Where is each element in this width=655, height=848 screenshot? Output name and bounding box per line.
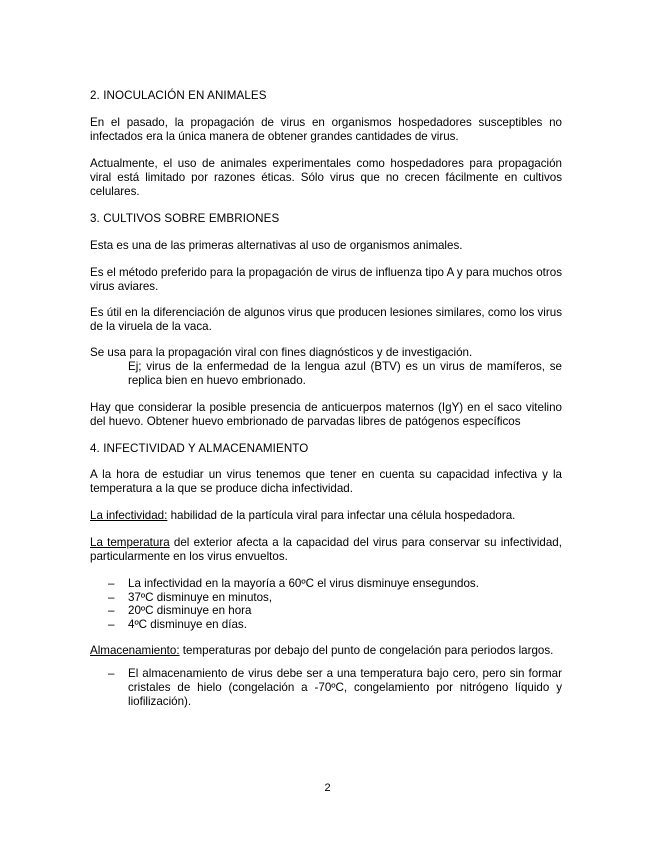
section-heading-inoculacion: 2. INOCULACIÓN EN ANIMALES	[90, 89, 267, 102]
paragraph: Es útil en la diferenciación de algunos virus que producen lesiones similares, como los virus de la viruela de la vaca.	[90, 306, 562, 333]
dash-bullet: –	[108, 667, 115, 680]
definition-text: del exterior afecta a la capacidad del virus para conservar su infectividad, particularmente en los virus envueltos.	[90, 536, 562, 563]
list-item-text: El almacenamiento de virus debe ser a una temperatura bajo cero, pero sin formar cristales de hielo (congelación a -70ºC, congelamiento por nitrógeno líquido y liofilización).	[128, 667, 562, 708]
section-heading-cultivos: 3. CULTIVOS SOBRE EMBRIONES	[90, 212, 280, 225]
section-heading-infectividad: 4. INFECTIVIDAD Y ALMACENAMIENTO	[90, 442, 309, 455]
definition-almacenamiento	[90, 644, 562, 658]
paragraph: Se usa para la propagación viral con fines diagnósticos y de investigación.	[90, 346, 473, 359]
paragraph: A la hora de estudiar un virus tenemos que tener en cuenta su capacidad infectiva y la temperatura a la que se produce dicha infectividad.	[90, 468, 562, 495]
list-item-text: 37ºC disminuye en minutos,	[128, 591, 273, 604]
dash-bullet: –	[108, 618, 115, 631]
definition-temperatura	[90, 536, 562, 564]
paragraph: Es el método preferido para la propagación de virus de influenza tipo A y para muchos otros virus aviares.	[90, 266, 562, 293]
dash-bullet: –	[108, 577, 115, 590]
example-text: Ej; virus de la enfermedad de la lengua azul (BTV) es un virus de mamíferos, se replica bien en huevo embrionado.	[128, 360, 562, 387]
definition-text: temperaturas por debajo del punto de congelación para periodos largos.	[179, 644, 554, 657]
term-temperatura: La temperatura	[90, 536, 170, 549]
dash-bullet: –	[108, 604, 115, 617]
term-almacenamiento: Almacenamiento:	[90, 644, 180, 657]
definition-text: habilidad de la partícula viral para infectar una célula hospedadora.	[167, 509, 516, 522]
page-number: 2	[324, 782, 331, 794]
paragraph: Esta es una de las primeras alternativas al uso de organismos animales.	[90, 239, 463, 252]
definition-infectividad	[90, 509, 562, 523]
list-item-text: La infectividad en la mayoría a 60ºC el virus disminuye ensegundos.	[128, 577, 479, 590]
paragraph: Actualmente, el uso de animales experimentales como hospedadores para propagación viral está limitado por razones éticas. Sólo virus que no crecen fácilmente en cultivos celulares.	[90, 157, 562, 198]
term-infectividad: La infectividad:	[90, 509, 168, 522]
list-item-text: 4ºC disminuye en días.	[128, 618, 247, 631]
dash-bullet: –	[108, 591, 115, 604]
list-item-text: 20ºC disminuye en hora	[128, 604, 252, 617]
paragraph: Hay que considerar la posible presencia de anticuerpos maternos (IgY) en el saco vitelino del huevo. Obtener huevo embrionado de parvadas libres de patógenos específicos	[90, 401, 562, 428]
paragraph: En el pasado, la propagación de virus en organismos hospedadores susceptibles no infectados era la única manera de obtener grandes cantidades de virus.	[90, 116, 562, 143]
